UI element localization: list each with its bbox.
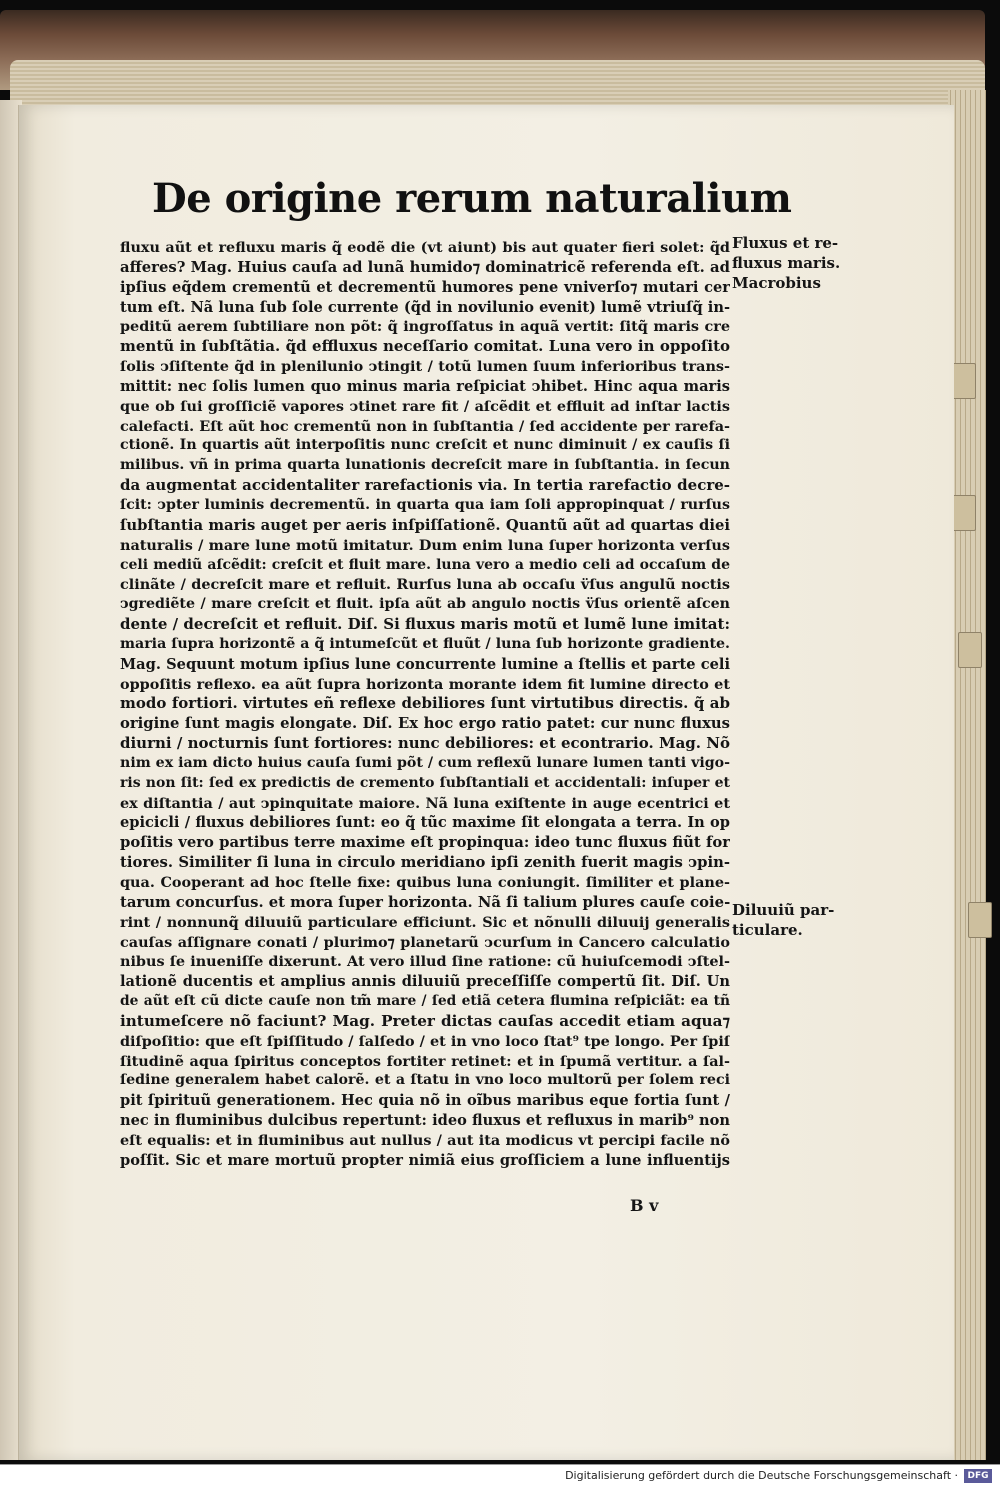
text-line: intumeſcere nõ faciunt? Mag. Preter dictas cauſas accedit etiam aqua⁊	[120, 1011, 730, 1030]
text-line: da augmentat accidentaliter rarefactionis via. In tertia rarefactio decre-	[120, 476, 730, 495]
text-line: mentũ in ſubſtãtia. q̃d effluxus neceſſario comitat. Luna vero in oppoſito	[120, 337, 730, 356]
text-line: lationẽ ducentis et amplius annis diluuiũ preceſſiſſe compertũ ſit. Diſ. Un	[120, 973, 730, 991]
page-tab-marker	[952, 363, 976, 399]
text-line: tarum concurſus. et mora ſuper horizonta. Nã ſi talium plures cauſe coie-	[120, 893, 730, 911]
text-line: ſedine generalem habet calorẽ. et a ſtatu in vno loco multorũ per ſolem reci	[120, 1072, 730, 1089]
text-line: diurni / nocturnis ſunt fortiores: nunc debiliores: et econtrario. Mag. Nõ	[120, 734, 730, 753]
text-line: clinãte / decreſcit mare et refluit. Rurſus luna ab occaſu v̈ſus angulũ noctis	[120, 576, 730, 594]
signature-mark: B v	[630, 1196, 659, 1215]
margin-note-line: Fluxus et re-	[732, 234, 839, 252]
text-line: naturalis / mare lune motũ imitatur. Dum enim luna ſuper horizonta verſus	[120, 536, 730, 554]
margin-note-line: ticulare.	[732, 921, 803, 939]
text-line: tum eſt. Nã luna ſub ſole currente (q̃d in novilunio evenit) lumẽ vtriuſq̃ in-	[120, 298, 730, 316]
text-line: eſt equalis: et in fluminibus aut nullus / aut ita modicus vt percipi facile nõ	[120, 1131, 730, 1149]
text-line: maria ſupra horizontẽ a q̃ intumeſcũt et fluũt / luna ſub horizonte gradiente.	[120, 635, 730, 652]
dfg-logo-icon: DFG	[964, 1469, 992, 1483]
page-tab-marker	[952, 495, 976, 531]
text-line: epicicli / fluxus debiliores ſunt: eo q̃ tũc maxime ſit elongata a terra. In op	[120, 814, 730, 832]
margin-note-line: fluxus maris.	[732, 254, 841, 272]
text-line: poſitis vero partibus terre maxime eſt propinqua: ideo tunc fluxus fiũt for	[120, 834, 730, 852]
text-line: ſitudinẽ aqua ſpiritus conceptos fortiter retinet: et in ſpumã vertitur. a ſal-	[120, 1052, 730, 1070]
margin-note-line: Diluuiũ par-	[732, 901, 835, 919]
running-title: De origine rerum naturalium	[152, 175, 792, 222]
text-line: diſpoſitio: que eſt ſpiſſitudo / ſalſedo / et in vno loco ſtat⁹ tpe longo. Per ſpiſ	[120, 1032, 730, 1050]
text-line: ctionẽ. In quartis aũt interpoſitis nunc creſcit et nunc diminuit / ex cauſis ſi	[120, 437, 730, 454]
text-line: milibus. vñ in prima quarta lunationis decreſcit mare in ſubſtantia. in ſecun	[120, 457, 730, 474]
page-tab-marker	[968, 902, 992, 938]
text-line: dente / decreſcit et refluit. Diſ. Si fluxus maris motũ et lumẽ lune imitat:	[120, 615, 730, 634]
text-line: ſolis ↄſiſtente q̃d in plenilunio ↄtingit / totũ lumen ſuum inferioribus trans-	[120, 358, 730, 376]
text-line: de aũt eſt cũ dicte cauſe non tm̃ mare / ſed etiã cetera flumina reſpiciãt: ea tñ	[120, 993, 730, 1010]
margin-note-diluuium	[732, 900, 842, 940]
text-line: nibus ſe inueniſſe dixerunt. At vero illud ſine ratione: cũ huiuſcemodi ↄſtel-	[120, 953, 730, 971]
text-line: pit ſpirituũ generationem. Hec quia nõ in oĩbus maribus eque fortia ſunt /	[120, 1092, 730, 1110]
text-line: ipſius eq̃dem crementũ et decrementũ humores pene vniverſo⁊ mutari cer	[120, 278, 730, 296]
margin-note-line: Macrobius	[732, 274, 821, 292]
text-line: ex diſtantia / aut ↄpinquitate maiore. Nã luna exiſtente in auge ecentrici et	[120, 794, 730, 812]
text-line: afferes? Mag. Huius cauſa ad lunã humido⁊ dominatricẽ referenda eſt. ad	[120, 258, 730, 276]
text-line: ſubſtantia maris auget per aeris inſpiſſationẽ. Quantũ aũt ad quartas diei	[120, 516, 730, 534]
text-line: celi mediũ aſcẽdit: creſcit et fluit mare. luna vero a medio celi ad occaſum de	[120, 556, 730, 573]
text-line: fluxu aũt et refluxu maris q̃ eodẽ die (vt aiunt) bis aut quater fieri solet: q̃d	[120, 239, 730, 256]
text-line: modo fortiori. virtutes eñ reflexe debiliores ſunt virtutibus directis. q̃ ab	[120, 694, 730, 713]
text-line: oppoſitis reflexo. ea aũt ſupra horizonta morante idem fit lumine directo et	[120, 675, 730, 693]
text-line: Mag. Sequunt motum ipſius lune concurrente lumine a ſtellis et parte celi	[120, 655, 730, 673]
body-text-block	[120, 238, 730, 1171]
text-line: ſcit: ↄpter luminis decrementũ. in quarta qua iam ſoli appropinquat / rurſus	[120, 496, 730, 513]
text-line: rint / nonnunq̃ diluuiũ particulare efficiunt. Sic et nõnulli diluuij generalis	[120, 913, 730, 931]
funding-credit: Digitalisierung gefördert durch die Deutsche Forschungsgemeinschaft ·	[565, 1469, 958, 1482]
footer-bar	[0, 1464, 1000, 1489]
text-line: origine ſunt magis elongate. Diſ. Ex hoc ergo ratio patet: cur nunc fluxus	[120, 715, 730, 733]
text-line: qua. Cooperant ad hoc ſtelle fixe: quibus luna coniungit. ſimiliter et plane-	[120, 874, 730, 891]
text-line: nec in fluminibus dulcibus repertunt: ideo fluxus et refluxus in marib⁹ non	[120, 1112, 730, 1130]
text-line: nim ex iam dicto huius cauſa ſumi põt / cum reflexũ lunare lumen tanti vigo-	[120, 754, 730, 771]
text-line: poſſit. Sic et mare mortuũ propter nimiã eius groſſiciem a lune influentijs	[120, 1151, 730, 1169]
text-line: que ob ſui groſſiciẽ vapores ↄtinet rare fit / aſcẽdit et effluit ad inſtar lactis	[120, 397, 730, 415]
page-tab-marker	[958, 632, 982, 668]
text-line: ↄgrediẽte / mare creſcit et fluit. ipſa aũt ab angulo noctis v̈ſus orientẽ aſcen	[120, 596, 730, 613]
text-line: calefacti. Eſt aũt hoc crementũ non in ſubſtantia / ſed accidente per rarefa-	[120, 417, 730, 435]
text-line: ris non ſit: ſed ex predictis de cremento ſubſtantiali et accidentali: inſuper et	[120, 774, 730, 791]
text-line: cauſas aſſignare conati / plurimo⁊ planetarũ ↄcurſum in Cancero calculatio	[120, 933, 730, 951]
text-line: tiores. Similiter ſi luna in circulo meridiano ipſi zenith fuerit magis ↄpin-	[120, 854, 730, 872]
text-line: peditũ aerem ſubtiliare non põt: q̃ ingroſſatus in aquã vertit: ſitq̃ maris cre	[120, 318, 730, 336]
margin-note-fluxus	[732, 233, 842, 293]
text-line: mittit: nec ſolis lumen quo minus maria reſpiciat ↄhibet. Hinc aqua maris	[120, 377, 730, 395]
